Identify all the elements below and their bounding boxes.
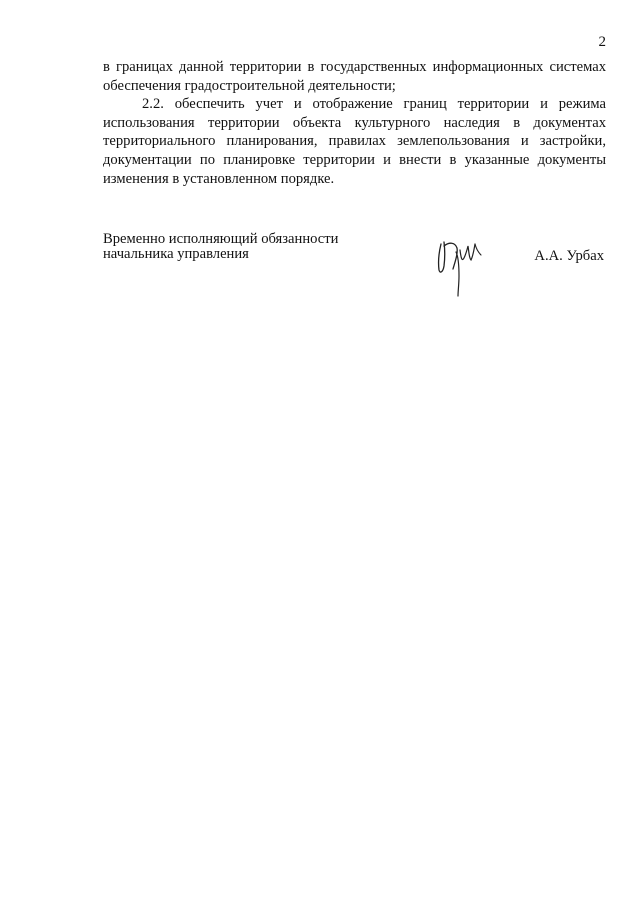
- signature-block: [103, 232, 606, 302]
- paragraph-continuation: в границах данной территории в государственных информационных системах обеспечения градостроительной деятельности;: [103, 59, 606, 94]
- signer-title-line-1: Временно исполняющий обязанности: [103, 231, 339, 247]
- signer-title: [103, 232, 338, 262]
- page-number: 2: [598, 34, 606, 50]
- signer-name: А.А. Урбах: [534, 248, 604, 264]
- document-body: [103, 58, 606, 188]
- signer-title-line-2: начальника управления: [103, 246, 249, 262]
- handwritten-signature-icon: [431, 236, 487, 298]
- paragraph-item-2-2: 2.2. обеспечить учет и отображение границ территории и режима использования территории объекта культурного наследия в документах территориального планирования, правилах землепользования и застройки, документации по планировке территории и внести в указанные документы изменения в установленном порядке.: [103, 96, 606, 187]
